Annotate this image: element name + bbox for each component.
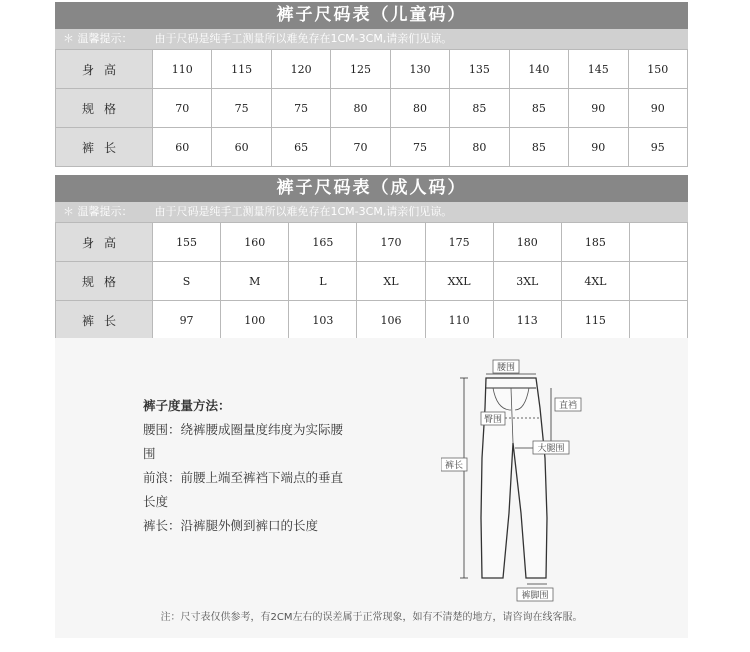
size-cell: 70 [153,89,212,128]
adult-notice [55,202,688,222]
pants-outline [481,378,547,578]
size-cell: 75 [390,128,449,167]
size-cell: 135 [450,50,509,89]
size-cell: 80 [331,89,390,128]
size-cell: 90 [628,89,688,128]
adult-size-section [55,175,688,340]
size-cell: 106 [357,301,425,340]
size-cell: 150 [628,50,688,89]
size-cell: 80 [450,128,509,167]
method-item-rise: 前浪：前腰上端至裤裆下端点的垂直长度 [143,470,344,509]
size-cell: 85 [509,89,568,128]
size-cell: S [153,262,221,301]
size-cell: 110 [425,301,493,340]
size-cell: 85 [509,128,568,167]
kids-size-table [55,49,688,167]
size-cell: 140 [509,50,568,89]
size-cell: 75 [212,89,271,128]
kids-notice-label: ＊ 温馨提示： [63,32,133,45]
kids-notice-text: 由于尺码是纯手工测量所以难免存在1CM-3CM,请亲们见谅。 [154,32,453,45]
size-cell: 80 [390,89,449,128]
method-item-waist: 腰围：绕裤腰成圈量度纬度为实际腰围 [143,422,344,461]
size-cell: 160 [221,223,289,262]
size-cell: 125 [331,50,390,89]
size-cell: 90 [569,128,628,167]
row-label: 裤长 [56,301,153,340]
label-thigh: 大腿围 [537,444,565,454]
size-cell: 100 [221,301,289,340]
size-cell: 115 [212,50,271,89]
row-label: 裤长 [56,128,153,167]
label-waist: 腰围 [496,363,516,373]
row-label: 规格 [56,89,153,128]
size-cell: 120 [271,50,330,89]
size-cell: XXL [425,262,493,301]
size-cell: 175 [425,223,493,262]
size-cell: 180 [493,223,561,262]
size-cell: 115 [561,301,629,340]
size-cell: 70 [331,128,390,167]
row-label: 身高 [56,50,153,89]
kids-size-section [55,2,688,167]
label-length: 裤长 [444,461,464,471]
measurement-method [143,394,343,538]
size-cell: 3XL [493,262,561,301]
size-cell: 155 [153,223,221,262]
size-cell: M [221,262,289,301]
pants-diagram [441,348,631,610]
size-cell: XL [357,262,425,301]
size-cell [630,301,688,340]
size-cell: 60 [153,128,212,167]
adult-size-table [55,222,688,340]
kids-notice [55,29,688,49]
label-hem: 裤脚围 [521,591,549,601]
size-cell: 97 [153,301,221,340]
size-cell: 90 [569,89,628,128]
size-cell: 130 [390,50,449,89]
size-row [56,301,688,340]
footnote: 注：尺寸表仅供参考，有2CM左右的误差属于正常现象，如有不清楚的地方，请咨询在线客服。 [160,612,583,623]
label-rise: 直裆 [558,401,578,411]
size-cell: 75 [271,89,330,128]
size-row [56,50,688,89]
size-cell: 185 [561,223,629,262]
row-label: 身高 [56,223,153,262]
size-cell: 113 [493,301,561,340]
label-hip: 臀围 [483,415,503,425]
size-cell: 170 [357,223,425,262]
measurement-panel [55,338,688,638]
kids-size-title: 裤子尺码表（儿童码） [55,2,688,29]
adult-size-title: 裤子尺码表（成人码） [55,175,688,202]
adult-notice-label: ＊ 温馨提示： [63,205,133,218]
size-cell: 4XL [561,262,629,301]
size-cell: 103 [289,301,357,340]
size-row [56,128,688,167]
size-row [56,89,688,128]
size-cell: 145 [569,50,628,89]
size-cell: 110 [153,50,212,89]
size-cell: 85 [450,89,509,128]
size-row [56,262,688,301]
row-label: 规格 [56,262,153,301]
method-title: 裤子度量方法： [143,398,231,413]
size-cell: 165 [289,223,357,262]
size-cell: 60 [212,128,271,167]
size-cell: 95 [628,128,688,167]
method-item-length: 裤长：沿裤腿外侧到裤口的长度 [143,518,319,533]
size-cell [630,223,688,262]
size-row [56,223,688,262]
size-cell [630,262,688,301]
size-cell: 65 [271,128,330,167]
size-cell: L [289,262,357,301]
adult-notice-text: 由于尺码是纯手工测量所以难免存在1CM-3CM,请亲们见谅。 [154,205,453,218]
